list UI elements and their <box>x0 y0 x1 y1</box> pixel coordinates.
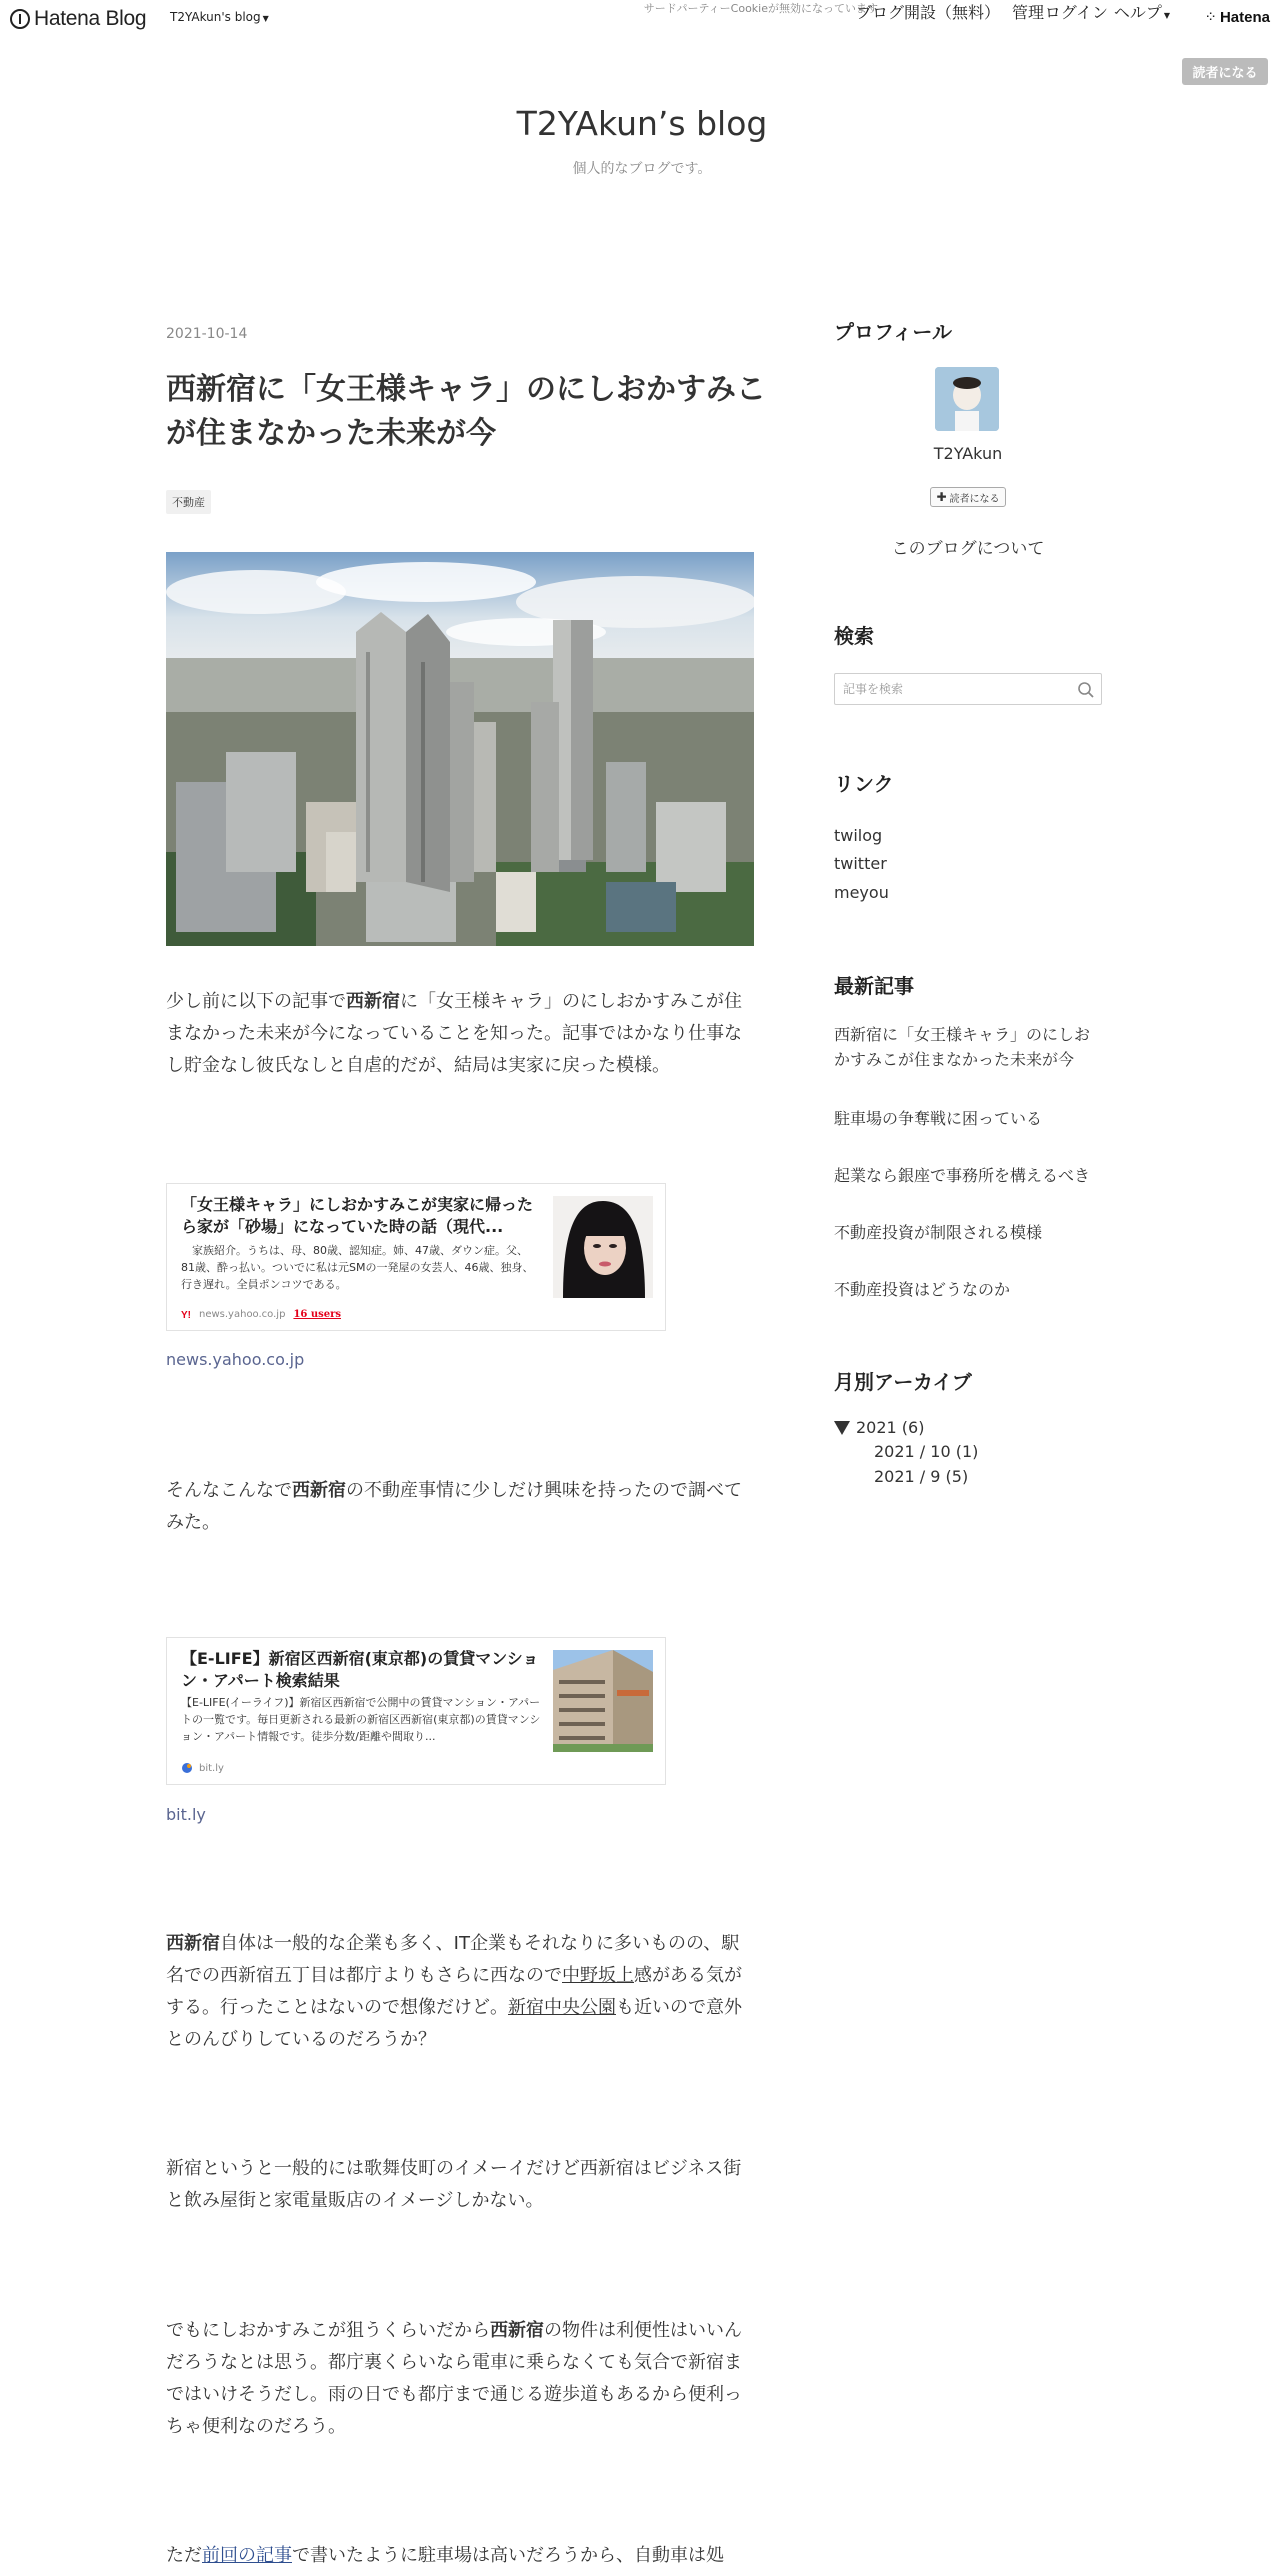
blog-menu-dropdown[interactable] <box>170 10 269 24</box>
triangle-down-icon[interactable] <box>834 1421 850 1435</box>
recent-entry-4[interactable]: 不動産投資が制限される模様 <box>834 1223 1043 1242</box>
building-thumbnail-icon <box>553 1650 653 1752</box>
paragraph-2 <box>166 1475 756 1539</box>
link-meyou[interactable]: meyou <box>834 883 889 902</box>
yahoo-favicon-icon <box>181 1308 195 1320</box>
search-heading: 検索 <box>834 624 874 648</box>
avatar-icon <box>935 367 999 431</box>
text: そんなこんなで <box>166 1480 292 1501</box>
text: ただ <box>166 2545 202 2566</box>
avatar[interactable] <box>935 367 999 431</box>
card-thumbnail[interactable] <box>553 1196 653 1298</box>
keyword-nishishinjuku[interactable]: 西新宿 <box>346 991 400 1012</box>
entry-date[interactable]: 2021-10-14 <box>166 326 248 342</box>
embed-card-yahoo[interactable] <box>166 1183 666 1331</box>
paragraph-5 <box>166 2315 756 2443</box>
hatena-blog-logo[interactable] <box>10 7 146 31</box>
search-box <box>834 673 1102 705</box>
keyword-nishishinjuku[interactable]: 西新宿 <box>292 1480 346 1501</box>
blog-title[interactable]: T2YAkun’s blog <box>516 104 768 143</box>
text: の不動産事情に少しだけ興味を持ったので調べてみた。 <box>166 1480 742 1533</box>
link-twilog[interactable]: twilog <box>834 826 883 845</box>
about-blog-link[interactable]: このブログについて <box>891 539 1045 559</box>
entry-photo-skyline <box>166 552 754 946</box>
keyword-nishishinjuku[interactable]: 西新宿 <box>166 1933 220 1954</box>
previous-article-link[interactable]: 前回の記事 <box>202 2545 292 2566</box>
bitly-favicon-icon <box>181 1762 195 1774</box>
paragraph-4: 新宿というと一般的には歌舞伎町のイメーイだけど西新宿はビジネス街と飲み屋街と家電量販店のイメージしかない。 <box>166 2158 742 2211</box>
keyword-shinjuku-chuo-park[interactable]: 新宿中央公園 <box>508 1997 616 2018</box>
card-site: news.yahoo.co.jp <box>199 1308 286 1320</box>
text: 少し前に以下の記事で <box>166 991 346 1012</box>
text: の物件は利便性はいいんだろうなとは思う。都庁裏くらいなら電車に乗らなくても気合で新宿まではいけそうだし。雨の日でも都庁まで通じる遊歩道もあるから便利っちゃ便利なのだろう。 <box>166 2320 742 2437</box>
entry-title[interactable]: 西新宿に「女王様キャラ」のにしおかすみこが住まなかった未来が今 <box>166 372 766 451</box>
card-title[interactable]: 「女王様キャラ」にしおかすみこが実家に帰ったら家が「砂場」になっていた時の話（現代... <box>181 1195 534 1236</box>
help-menu-label: ヘルプ <box>1113 3 1162 22</box>
text: も近いので意外とのんびりしているのだろうか？ <box>166 1997 742 2050</box>
portrait-thumbnail-icon <box>553 1196 653 1298</box>
help-menu[interactable] <box>1114 0 1170 23</box>
global-header <box>0 0 1284 36</box>
recent-entry-3[interactable]: 起業なら銀座で事務所を構えるべき <box>834 1166 1091 1185</box>
links-heading: リンク <box>834 772 894 796</box>
category-tag[interactable]: 不動産 <box>166 490 211 514</box>
keyword-nishishinjuku[interactable]: 西新宿 <box>490 2320 544 2341</box>
subscribe-button[interactable]: 読者になる <box>1182 58 1268 85</box>
caret-down-icon: ▼ <box>1163 11 1170 20</box>
profile-heading: プロフィール <box>834 320 952 344</box>
text: に「女王様キャラ」のにしおかすみこが住まなかった未来が今になっていることを知った。記事ではかなり仕事なし貯金なし彼氏なしと自虐的だが、結局は実家に戻った模様。 <box>166 991 742 1076</box>
hatena-dots-icon: ⁘ <box>1204 8 1217 26</box>
hatena-bookmark-users-link[interactable]: 16 users <box>293 1308 341 1320</box>
card-site: bit.ly <box>199 1762 224 1774</box>
archive-year-label: 2021 (6) <box>856 1418 925 1437</box>
text: で書いたように駐車場は高いだろうから、自動車は処 <box>292 2545 724 2566</box>
card-description: 【E-LIFE(イーライフ)】新宿区西新宿で公開中の賃貸マンション・アパートの一覧です。毎日更新される最新の新宿区西新宿(東京都)の賃貸マンション・アパート情報です。徒歩分数/距離や間取り... <box>181 1696 541 1743</box>
card-footer <box>181 1308 341 1320</box>
keyword-nakano-sakaue[interactable]: 中野坂上 <box>562 1965 634 1986</box>
paragraph-1 <box>166 986 756 1082</box>
svg-text:Y!: Y! <box>181 1310 191 1320</box>
recent-entry-5[interactable]: 不動産投資はどうなのか <box>834 1280 1011 1299</box>
skyline-illustration <box>166 552 754 946</box>
blog-menu-label: T2YAkun's blog <box>170 10 261 24</box>
embed-card-elife[interactable] <box>166 1637 666 1785</box>
cookie-notice: サードパーティーCookieが無効になっています <box>643 2 878 15</box>
archive-month-2021-09[interactable]: 2021 / 9 (5) <box>874 1467 969 1486</box>
plus-icon: ✚ <box>936 490 947 504</box>
source-link-bitly[interactable]: bit.ly <box>166 1805 206 1824</box>
text: でもにしおかすみこが狙うくらいだから <box>166 2320 490 2341</box>
archive-heading: 月別アーカイブ <box>834 1370 972 1394</box>
card-footer <box>181 1762 224 1774</box>
link-twitter[interactable]: twitter <box>834 854 887 873</box>
recent-entries-heading: 最新記事 <box>834 974 914 998</box>
follow-label: 読者になる <box>949 493 1000 505</box>
profile-name[interactable]: T2YAkun <box>933 444 1003 463</box>
card-thumbnail[interactable] <box>553 1650 653 1752</box>
search-icon[interactable] <box>1077 681 1095 699</box>
card-title[interactable]: 【E-LIFE】新宿区西新宿(東京都)の賃貸マンション・アパート検索結果 <box>181 1649 539 1690</box>
hatena-logo-text: Hatena <box>1219 8 1270 26</box>
search-input[interactable] <box>835 674 1071 704</box>
archive-year-2021[interactable] <box>834 1418 924 1437</box>
archive-month-2021-10[interactable]: 2021 / 10 (1) <box>874 1442 979 1461</box>
source-link-yahoo[interactable]: news.yahoo.co.jp <box>166 1350 305 1369</box>
paragraph-6 <box>166 2540 756 2568</box>
follow-button[interactable] <box>930 487 1006 507</box>
login-link[interactable]: ログイン <box>1044 3 1108 22</box>
recent-entry-2[interactable]: 駐車場の争奪戦に困っている <box>834 1109 1043 1128</box>
recent-entry-1[interactable]: 西新宿に「女王様キャラ」のにしおかすみこが住まなかった未来が今 <box>834 1025 1091 1069</box>
hatena-logo[interactable] <box>1204 8 1270 26</box>
hatena-blog-logo-icon <box>10 9 30 29</box>
start-blog-link[interactable]: ブログ開設（無料） <box>855 3 1000 22</box>
paragraph-3 <box>166 1928 756 2056</box>
hatena-blog-logo-text: Hatena Blog <box>34 7 147 30</box>
card-description: 家族紹介。うちは、母、80歳、認知症。姉、47歳、ダウン症。父、81歳、酔っ払い。ついでに私は元SMの一発屋の女芸人、46歳、独身、行き遅れ。全員ポンコツである。 <box>181 1244 534 1291</box>
caret-down-icon: ▼ <box>262 14 269 23</box>
text: 感がある気がする。行ったことはないので想像だけど。 <box>166 1965 742 2018</box>
blog-description: 個人的なブログです。 <box>572 161 712 177</box>
admin-link[interactable]: 管理 <box>1011 3 1044 22</box>
text: 自体は一般的な企業も多く、IT企業もそれなりに多いものの、駅名での西新宿五丁目は都庁よりもさらに西なので <box>166 1933 740 1986</box>
